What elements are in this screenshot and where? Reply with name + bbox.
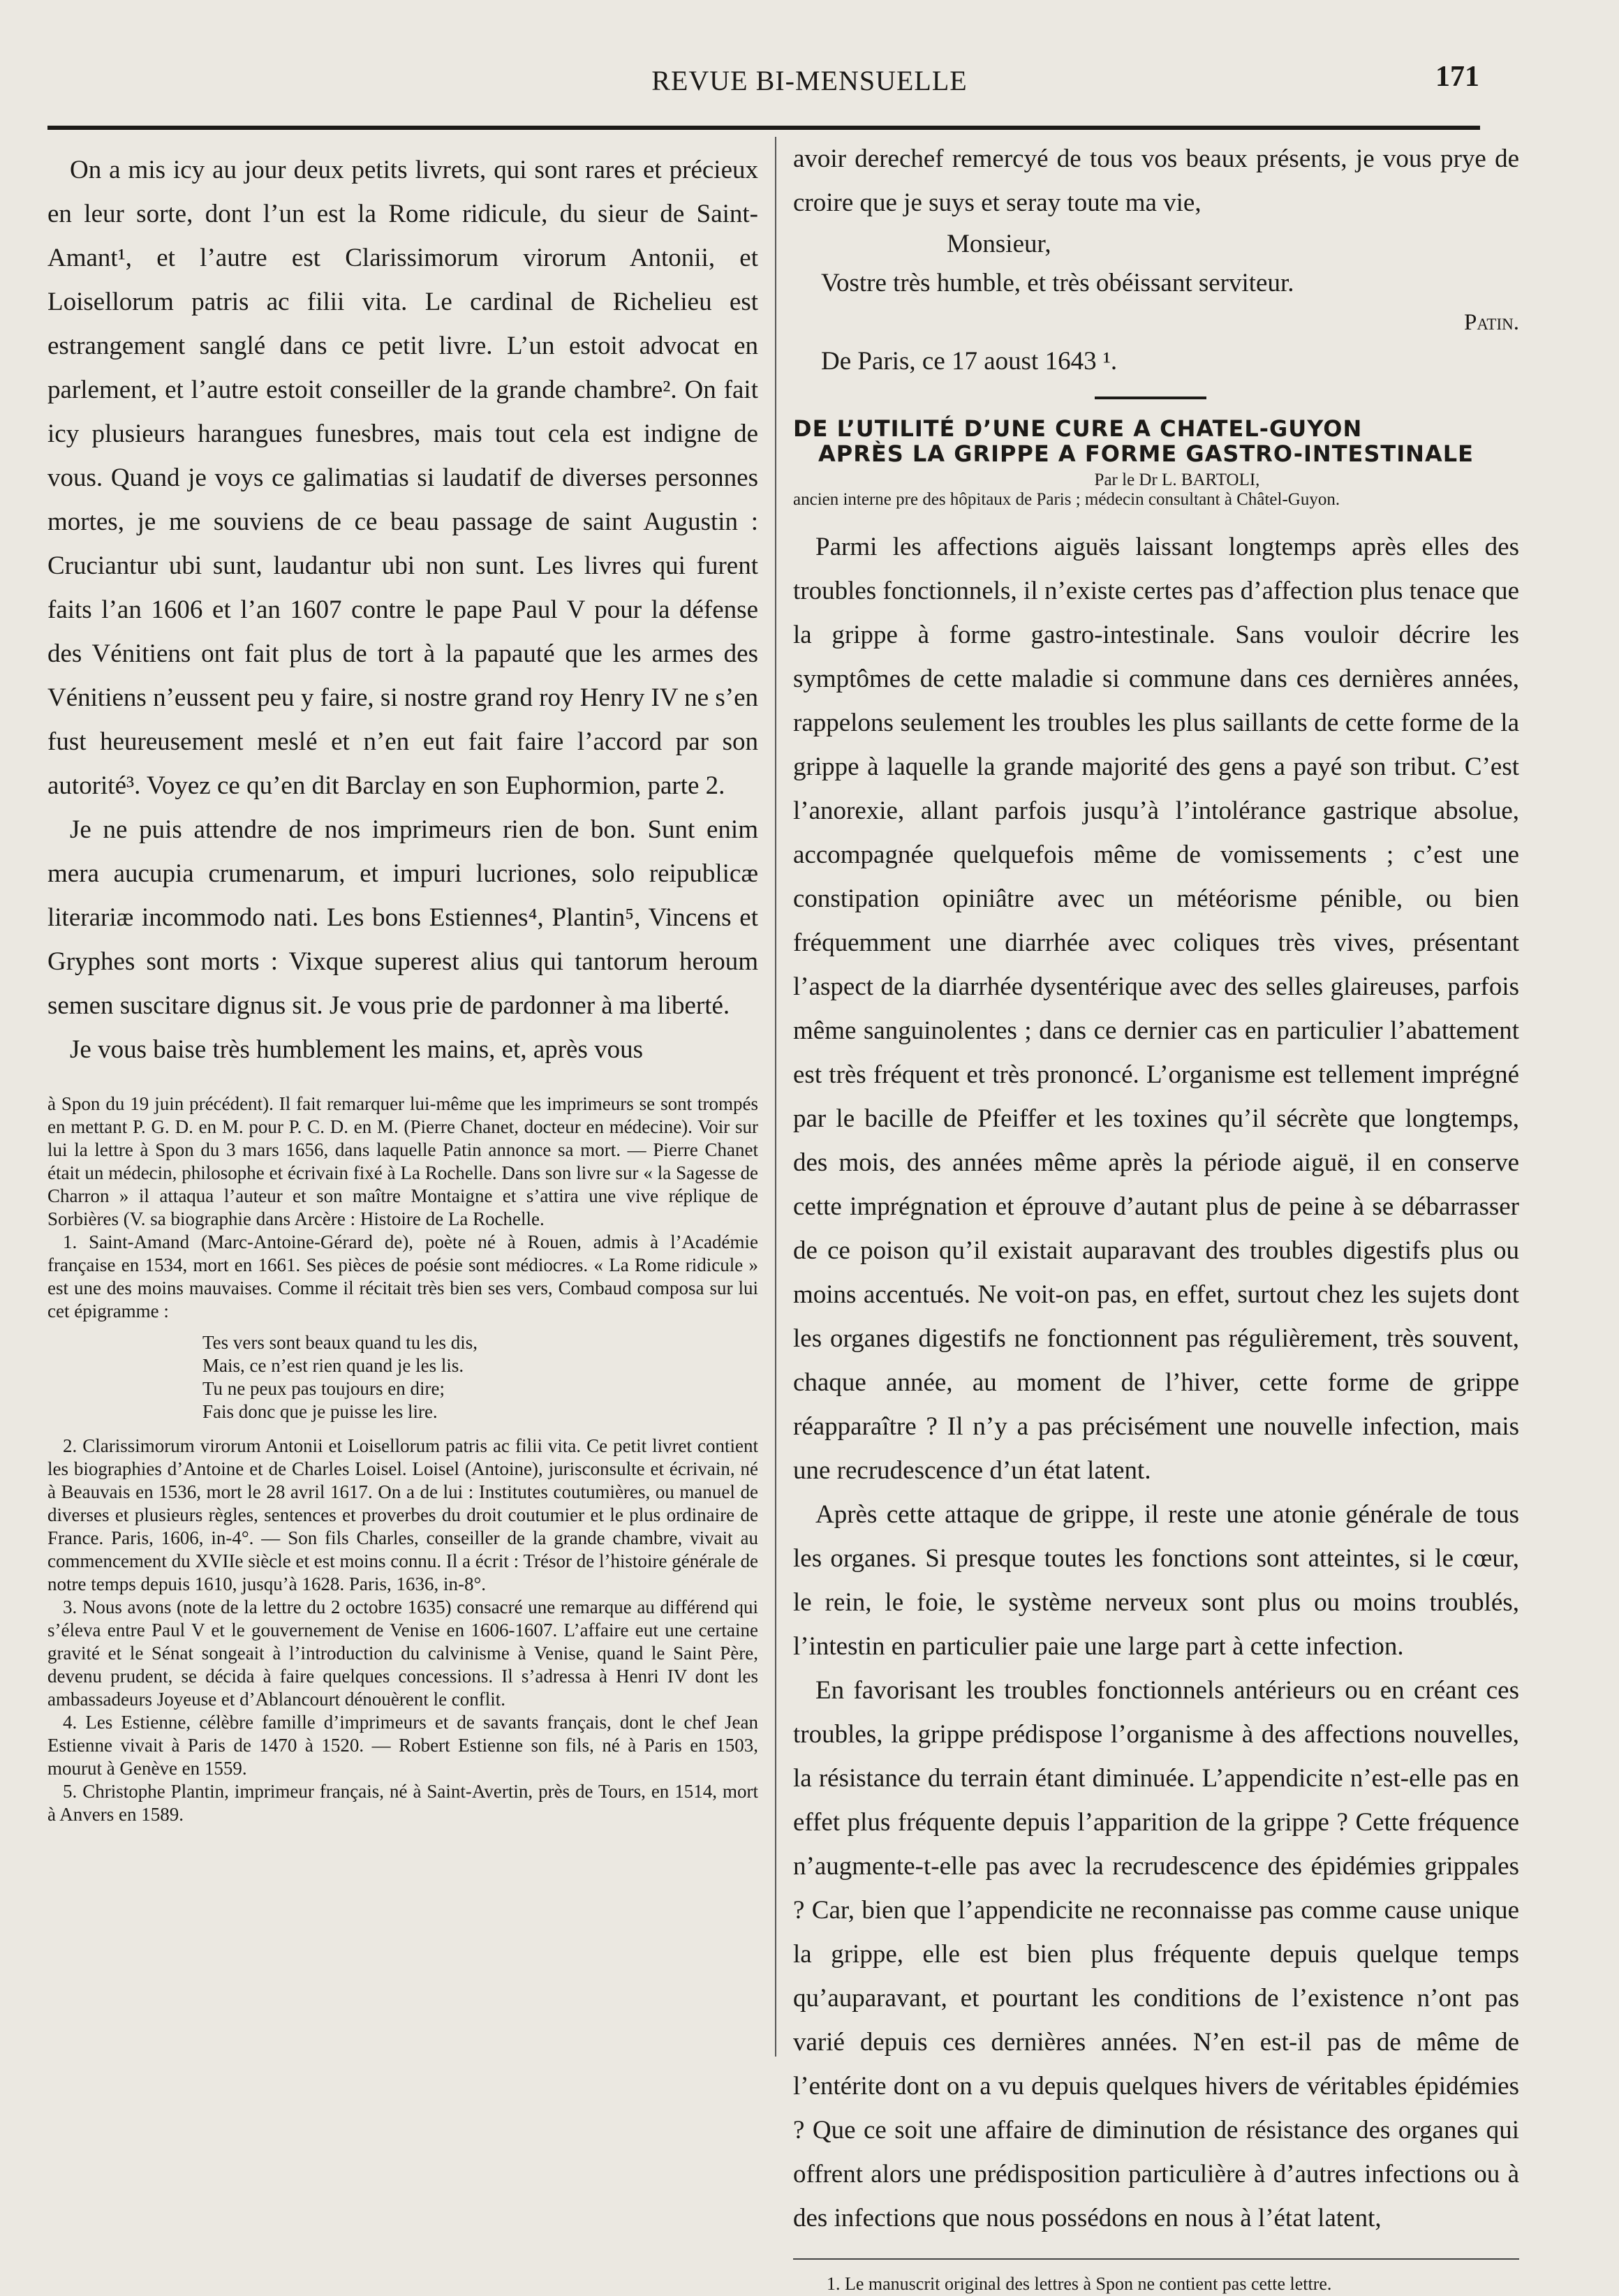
article-paragraph: En favorisant les troubles fonctionnels antérieurs ou en créant ces troubles, la grippe prédispose l’organisme à des affections nouvelles, la résistance du terrain étant diminuée. L’appendicite n’est-elle pas en effet plus fréquente depuis l’apparition de la grippe ? Cette fréquence n’augmente-t-elle pas avec la recrudescence des épidémies grippales ? Car, bien que l’appendicite ne reconnaisse pas comme cause unique la grippe, elle est bien plus fréquente depuis quelque temps qu’auparavant, et pourtant les conditions de l’existence n’ont pas varié depuis ces dernières années. N’en est-il pas de même de l’entérite dont on a vu depuis quelques hivers de véritables épidémies ? Que ce soit une affaire de diminution de résistance des organes qui offrent alors une prédisposition particulière à d’autres infections ou à des infections que nous possédons en nous à l’état latent, (793, 1676, 1519, 2232)
footnote-continued: à Spon du 19 juin précédent). Il fait remarquer lui-même que les imprimeurs se sont trompés en mettant P. G. D. en M. pour P. C. D. en M. (Pierre Chanet, docteur en médecine). Voir sur lui la lettre à Spon du 3 mars 1656, dans laquelle Patin annonce sa mort. — Pierre Chanet était un médecin, philosophe et écrivain fixé à La Rochelle. Dans son livre sur « la Sagesse de Charron » il attaqua l’auteur et son maître Montaigne et s’attira une vive réplique de Sorbières (V. sa biographie dans Arcère : Histoire de La Rochelle. (47, 1093, 758, 1229)
footnote: 1. Saint-Amand (Marc-Antoine-Gérard de), poète né à Rouen, admis à l’Académie française en 1534, mort en 1661. Ses pièces de poésie sont médiocres. « La Rome ridicule » est une des moins mauvaises. Comme il récitait très bien ses vers, Combaud composa sur lui cet épigramme : (47, 1231, 758, 1321)
left-column (47, 148, 758, 1826)
footnote-rule (793, 2258, 1519, 2260)
letter-paragraph: Je ne puis attendre de nos imprimeurs rien de bon. Sunt enim mera aucupia crumenarum, et impuri lucriones, solo reipublicæ literariæ incommodo nati. Les bons Estiennes⁴, Plantin⁵, Vincens et Gryphes sont morts : Vixque superest alius qui tantorum heroum semen suscitare dignus sit. Je vous prie de pardonner à ma liberté. (47, 815, 758, 1020)
footnote: 2. Clarissimorum virorum Antonii et Loisellorum patris ac filii vita. Ce petit livret contient les biographies d’Antoine et de Charles Loisel. Loisel (Antoine), jurisconsulte et écrivain, né à Beauvais en 1536, mort le 28 avril 1617. On a de lui : Institutes coutumières, ou manuel de diverses et plusieurs règles, sentences et proverbes du droit coutumier et le plus ordinaire de France. Paris, 1606, in-4°. — Son fils Charles, conseiller de la grande chambre, vivait au commencement du XVIIe siècle et est moins connu. Il a écrit : Trésor de l’histoire générale de notre temps depuis 1610, jusqu’à 1628. Paris, 1636, in-8°. (47, 1435, 758, 1594)
letter-salutation: Monsieur, (947, 230, 1051, 258)
footnote: 1. Le manuscrit original des lettres à Spon ne contient pas cette lettre. (827, 2274, 1332, 2294)
section-rule (1095, 397, 1206, 399)
article-title-line: APRÈS LA GRIPPE A FORME GASTRO-INTESTINALE (818, 440, 1474, 467)
epigram-line: Tu ne peux pas toujours en dire; (202, 1378, 445, 1399)
article-paragraph: Parmi les affections aiguës laissant longtemps après elles des troubles fonctionnels, il n’existe certes pas d’affection plus tenace que la grippe à forme gastro-intestinale. Sans vouloir décrire les symptômes de cette maladie si commune dans ces dernières années, rappelons seulement les troubles les plus saillants de cette forme de la grippe à laquelle la grande majorité des gens a payé son tribut. C’est l’anorexie, allant parfois jusqu’à l’intolérance gastrique absolue, accompagnée quelquefois même de vomissements ; c’est une constipation opiniâtre avec un météorisme pénible, ou bien fréquemment une diarrhée avec coliques très vives, présentant l’aspect de la diarrhée dysentérique avec des selles glaireuses, parfois même sanguinolentes ; dans ce dernier cas en particulier l’abattement est très fréquent et très prononcé. L’organisme est tellement imprégné par le bacille de Pfeiffer et les toxines qu’il sécrète que longtemps, des mois, des années même après la période aiguë, il en conserve cette imprégnation et éprouve d’autant plus de peine à se débarrasser de ce poison qu’il existait auparavant des troubles digestifs plus ou moins accentués. Ne voit-on pas, en effet, surtout chez les sujets dont les organes digestifs ne fonctionnent pas régulièrement, très souvent, chaque année, au moment de l’hiver, cette forme de grippe réapparaître ? Il n’y a pas précisément une nouvelle infection, mais une recrudescence d’un état latent. (793, 533, 1519, 1485)
letter-ending: avoir derechef remercyé de tous vos beaux présents, je vous prye de croire que je suys et seray toute ma vie, (793, 145, 1519, 217)
letter-paragraph: On a mis icy au jour deux petits livrets, qui sont rares et précieux en leur sorte, dont l’un est la Rome ridicule, du sieur de Saint-Amant¹, et l’autre est Clarissimorum virorum Antonii, et Loisellorum patris ac filii vita. Le cardinal de Richelieu est estrangement sanglé dans ce petit livre. L’un estoit advocat en parlement, et l’autre estoit conseiller de la grande chambre². On fait icy plusieurs harangues funesbres, mais tout cela est indigne de vous. Quand je voys ce galimatias si laudatif de diverses personnes mortes, je me souviens de ce beau passage de saint Augustin : Cruciantur ubi sunt, laudantur ubi non sunt. Les livres qui furent faits l’an 1606 et l’an 1607 contre le pape Paul V pour la défense des Vénitiens ont fait plus de tort à la papauté que les armes des Vénitiens n’eussent peu y faire, si nostre grand roy Henry IV ne s’en fust heureusement meslé et n’en eut fait faire l’accord par son autorité³. Voyez ce qu’en dit Barclay en son Euphormion, parte 2. (47, 156, 758, 800)
epigram-line: Fais donc que je puisse les lire. (202, 1401, 438, 1422)
epigram (202, 1331, 758, 1423)
page-number: 171 (1435, 61, 1479, 93)
right-column (793, 137, 1519, 2296)
article-author: Par le Dr L. BARTOLI, (1094, 471, 1260, 489)
epigram-line: Mais, ce n’est rien quand je les lis. (202, 1355, 464, 1376)
footnote: 3. Nous avons (note de la lettre du 2 octobre 1635) consacré une remarque au différend qui s’éleva entre Paul V et le gouvernement de Venise en 1606-1607. L’affaire eut une certaine gravité et le Sénat songeait à l’introduction du calvinisme à Venise, quand le Saint Père, devenu prudent, se décida à faire quelques concessions. Il s’adressa à Henri IV dont les ambassadeurs Joyeuse et d’Ablancourt dénouèrent le conflit. (47, 1597, 758, 1710)
footnote: 5. Christophe Plantin, imprimeur français, né à Saint-Avertin, près de Tours, en 1514, mort à Anvers en 1589. (47, 1781, 758, 1825)
column-divider (775, 137, 776, 2057)
article-title (793, 416, 1519, 466)
letter-date: De Paris, ce 17 aoust 1643 ¹. (821, 347, 1118, 376)
letter-closing: Vostre très humble, et très obéissant serviteur. (821, 269, 1294, 297)
letter-paragraph: Je vous baise très humblement les mains, et, après vous (70, 1035, 644, 1064)
letter-signature: Patin. (1464, 310, 1519, 335)
footnote: 4. Les Estienne, célèbre famille d’imprimeurs et de savants français, dont le chef Jean Estienne vivait à Paris de 1470 à 1520. — Robert Estienne son fils, né à Paris en 1503, mourut à Genève en 1559. (47, 1712, 758, 1779)
article-paragraph: Après cette attaque de grippe, il reste une atonie générale de tous les organes. Si presque toutes les fonctions sont atteintes, si le cœur, le rein, le foie, le système nerveux sont plus ou moins troublés, l’intestin en particulier paie une large part à cette infection. (793, 1500, 1519, 1661)
article-title-line: DE L’UTILITÉ D’UNE CURE A CHATEL-GUYON (793, 415, 1363, 442)
epigram-line: Tes vers sont beaux quand tu les dis, (202, 1332, 478, 1353)
running-title: REVUE BI-MENSUELLE (651, 65, 968, 96)
header-rule (47, 126, 1480, 130)
article-author-role: ancien interne pre des hôpitaux de Paris ; médecin consultant à Châtel-Guyon. (793, 490, 1340, 509)
footnote-separator (47, 1072, 758, 1093)
